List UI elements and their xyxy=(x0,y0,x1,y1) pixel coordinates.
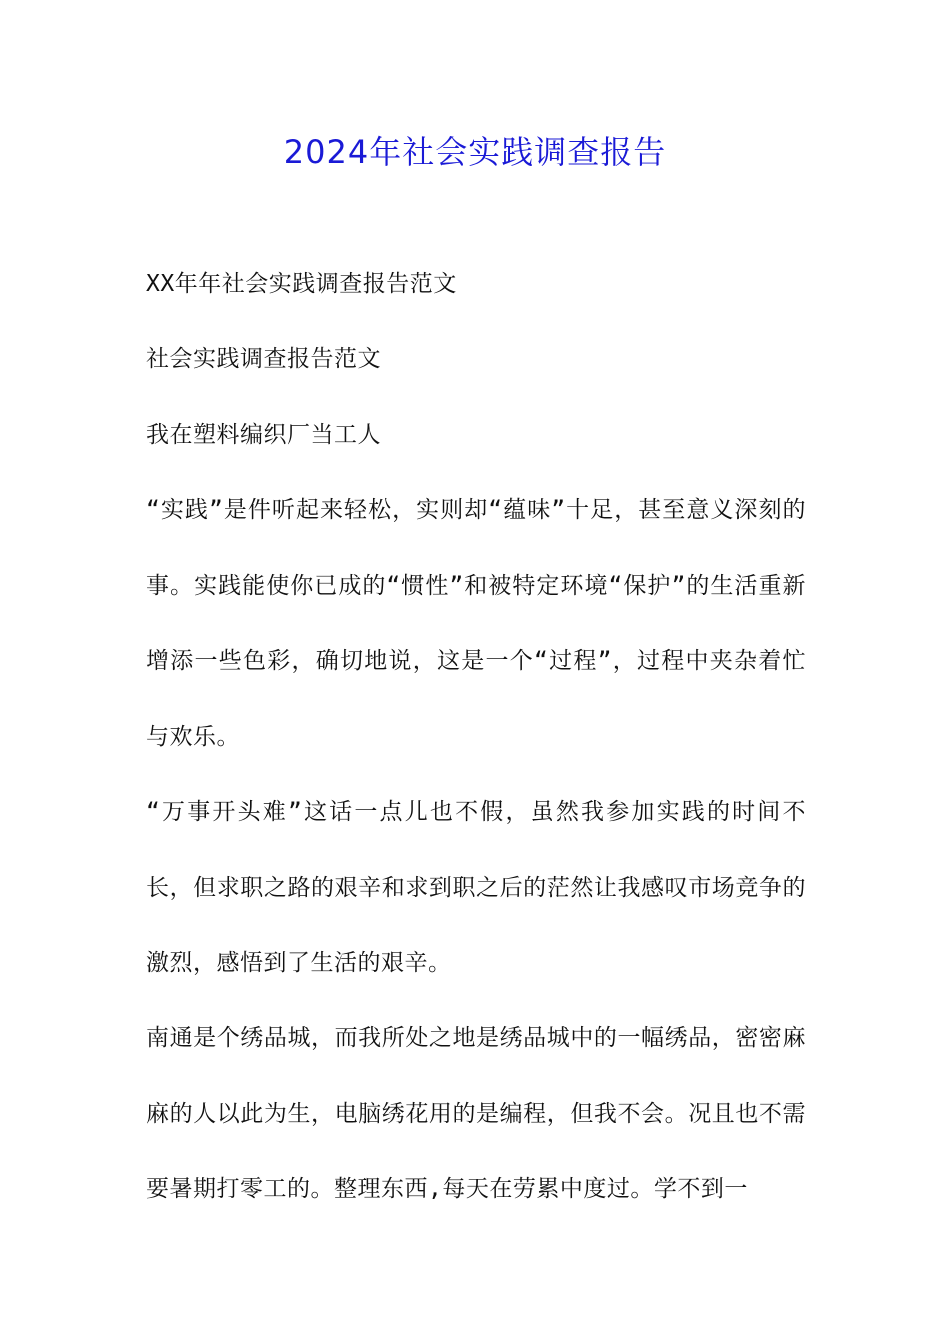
paragraph-practice-intro: “实践”是件听起来轻松，实则却“蕴味”十足，甚至意义深刻的事。实践能使你已成的“惯性”和被特定环境“保护”的生活重新增添一些色彩，确切地说，这是一个“过程”，过程中夹杂着忙与欢乐。 xyxy=(146,497,806,750)
paragraph-heading: 我在塑料编织厂当工人 xyxy=(146,422,381,448)
paragraph-hard-start: “万事开头难”这话一点儿也不假，虽然我参加实践的时间不长，但求职之路的艰辛和求到职之后的茫然让我感叹市场竞争的激烈，感悟到了生活的艰辛。 xyxy=(146,799,806,976)
paragraph-subtitle-1: XX年年社会实践调查报告范文 xyxy=(146,271,457,297)
paragraph-nantong: 南通是个绣品城，而我所处之地是绣品城中的一幅绣品，密密麻麻的人以此为生，电脑绣花用的是编程，但我不会。况且也不需要暑期打零工的。整理东西,每天在劳累中度过。学不到一 xyxy=(146,1025,806,1202)
paragraph-subtitle-2: 社会实践调查报告范文 xyxy=(146,346,381,372)
document-title: 2024年社会实践调查报告 xyxy=(283,133,667,171)
